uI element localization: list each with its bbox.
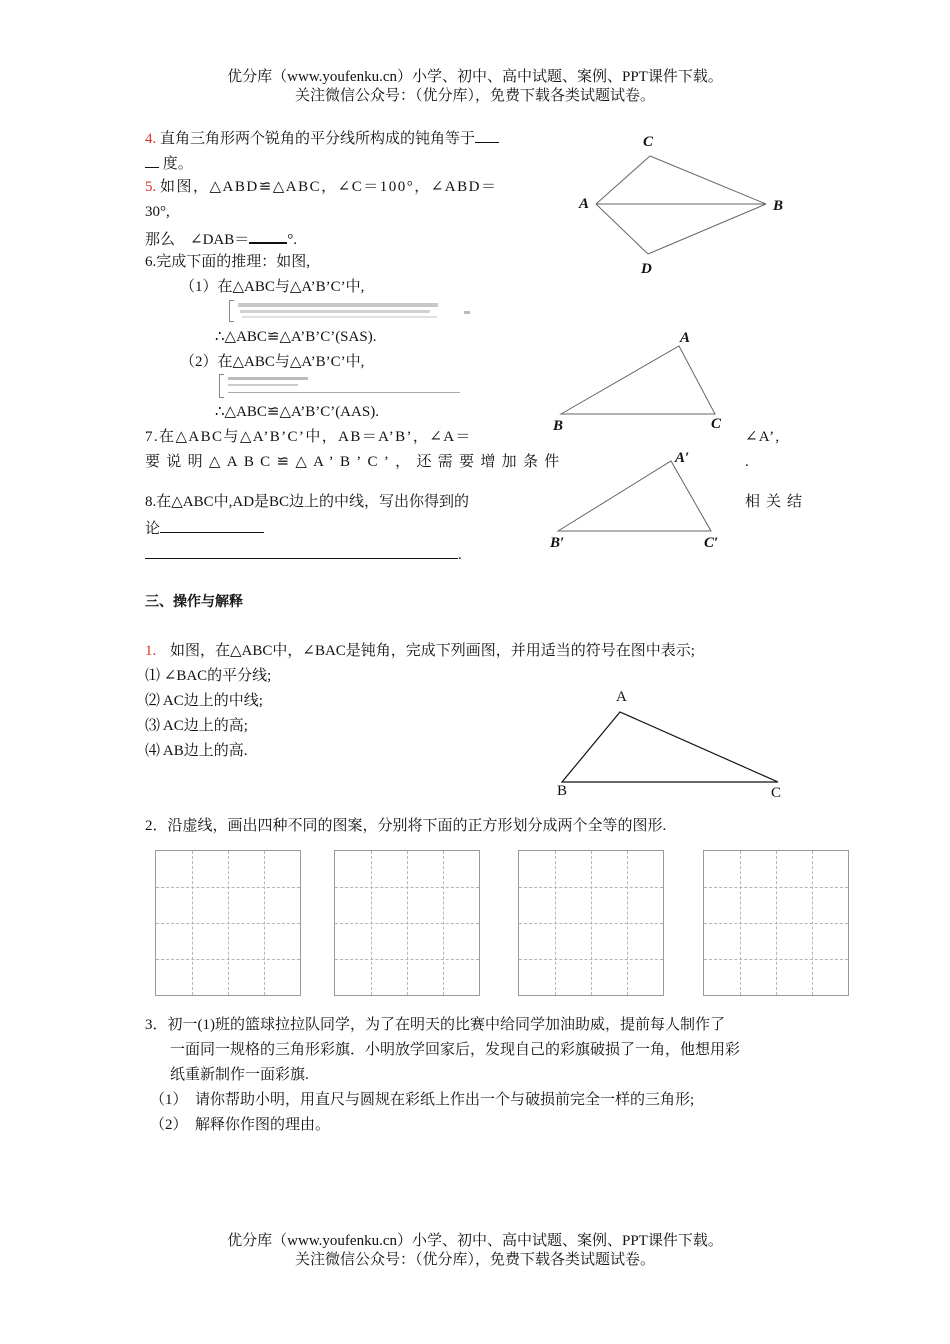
s3-q1-item-1: ⑴ ∠BAC的平分线; bbox=[145, 668, 272, 684]
q4-unit: 度。 bbox=[162, 156, 193, 172]
figure-obtuse-abc bbox=[555, 705, 785, 787]
q6-part1: （1）在△ABC与△A’B’C’中, bbox=[180, 279, 365, 295]
s3-q3-line2: 一面同一规格的三角形彩旗．小明放学回家后，发现自己的彩旗破损了一角，他想用彩 bbox=[170, 1042, 741, 1058]
fig1-label-d: D bbox=[641, 261, 652, 277]
fig3-label-a-prime: A′ bbox=[675, 450, 690, 466]
q4-line2 bbox=[145, 153, 193, 173]
fig4-label-c: C bbox=[771, 785, 782, 801]
fig4-label-b: B bbox=[557, 783, 568, 799]
garbled-line-b bbox=[240, 310, 430, 313]
q5-text3-post: °. bbox=[287, 232, 297, 248]
footer-line-1: 优分库（www.youfenku.cn）小学、初中、高中试题、案例、PPT课件下载。 bbox=[227, 1233, 723, 1249]
fig3-label-b-prime: B′ bbox=[550, 535, 565, 551]
s3-q3-sub1: （1） 请你帮助小明，用直尺与圆规在彩纸上作出一个与破损前完全一样的三角形; bbox=[150, 1092, 695, 1108]
s3-q1-item-2: ⑵ AC边上的中线; bbox=[145, 693, 263, 709]
q4-number: 4. bbox=[145, 131, 157, 147]
q8-line2-text: 论 bbox=[145, 521, 161, 537]
s3-q3-sub2: （2） 解释你作图的理由。 bbox=[150, 1117, 331, 1133]
q4-text: 直角三角形两个锐角的平分线所构成的钝角等于 bbox=[160, 131, 476, 147]
q7-line1: 7.在△ABC与△A’B’C’中，AB＝A’B’，∠A＝ bbox=[145, 429, 472, 445]
fig1-label-a: A bbox=[579, 196, 590, 212]
q5-line2: 30°, bbox=[145, 204, 170, 220]
q5-line3 bbox=[145, 228, 297, 249]
grid-square-4[interactable] bbox=[703, 850, 849, 996]
q7-line1-right: ∠A’, bbox=[745, 429, 781, 445]
triangle-obtuse bbox=[562, 712, 778, 782]
section3-title: 三、操作与解释 bbox=[145, 594, 243, 610]
q5-line bbox=[145, 178, 497, 196]
q5-number: 5. bbox=[145, 179, 157, 195]
triangle-abc bbox=[561, 346, 715, 414]
footer-line-2: 关注微信公众号：（优分库），免费下载各类试题试卷。 bbox=[294, 1252, 655, 1268]
fig2-label-b: B bbox=[553, 418, 564, 434]
fig1-label-b: B bbox=[773, 198, 784, 214]
garbled-line-e bbox=[228, 384, 298, 386]
q6-conclusion-1: ∴△ABC≌△A’B’C’(SAS). bbox=[215, 329, 377, 345]
fig3-label-c-prime: C′ bbox=[704, 535, 719, 551]
q4-blank-cont bbox=[145, 153, 159, 168]
garbled-dot bbox=[464, 311, 470, 314]
q5-text3-pre: 那么 ∠DAB＝ bbox=[145, 232, 250, 248]
figure-abc bbox=[555, 340, 725, 420]
q8-line1-right: 相关结 bbox=[745, 494, 809, 510]
garbled-line-c bbox=[242, 316, 437, 318]
q4-line bbox=[145, 128, 499, 148]
s3-q1-text: 如图，在△ABC中，∠BAC是钝角，完成下列画图，并用适当的符号在图中表示; bbox=[170, 643, 695, 659]
s3-q1-item-3: ⑶ AC边上的高; bbox=[145, 718, 248, 734]
garbled-line-d bbox=[228, 377, 308, 380]
q6-title: 6.完成下面的推理：如图, bbox=[145, 254, 311, 270]
s3-q1-item-4: ⑷ AB边上的高. bbox=[145, 743, 248, 759]
fig2-label-c: C bbox=[711, 416, 722, 432]
q5-text: 如图，△ABD≌△ABC，∠C＝100°，∠ABD＝ bbox=[160, 179, 498, 195]
figure-abcd bbox=[590, 150, 770, 270]
q5-blank bbox=[249, 228, 287, 244]
q8-line2 bbox=[145, 518, 264, 538]
triangle-a-prime-b-prime-c-prime bbox=[558, 461, 711, 531]
s3-q2: 2．沿虚线，画出四种不同的图案，分别将下面的正方形划分成两个全等的图形. bbox=[145, 818, 667, 834]
s3-q3-line3: 纸重新制作一面彩旗. bbox=[170, 1067, 309, 1083]
s3-q3-line1: 3．初一(1)班的篮球拉拉队同学，为了在明天的比赛中给同学加油助威，提前每人制作了 bbox=[145, 1017, 725, 1033]
edge-ad bbox=[596, 204, 648, 254]
s3-q1-line bbox=[145, 642, 695, 660]
figure-a-prime-b-prime-c-prime bbox=[553, 455, 723, 540]
grid-square-2[interactable] bbox=[334, 850, 480, 996]
q7-line2: 要说明△ABC≌△A’B’C’，还需要增加条件 bbox=[145, 454, 566, 470]
q8-line1: 8.在△ABC中,AD是BC边上的中线，写出你得到的 bbox=[145, 494, 470, 510]
brace-1 bbox=[229, 300, 234, 322]
header-line-2: 关注微信公众号：（优分库），免费下载各类试题试卷。 bbox=[294, 88, 655, 104]
edge-db bbox=[648, 204, 766, 254]
header-line-1: 优分库（www.youfenku.cn）小学、初中、高中试题、案例、PPT课件下载。 bbox=[227, 69, 723, 85]
q6-part2: （2）在△ABC与△A’B’C’中, bbox=[180, 354, 365, 370]
garbled-line-f bbox=[228, 392, 460, 393]
grid-square-3[interactable] bbox=[518, 850, 664, 996]
q4-blank bbox=[475, 128, 499, 143]
q8-blank-1 bbox=[160, 518, 264, 533]
edge-cb bbox=[650, 156, 766, 204]
fig4-label-a: A bbox=[616, 689, 627, 705]
q6-conclusion-2: ∴△ABC≌△A’B’C’(AAS). bbox=[215, 404, 379, 420]
q7-line2-right: . bbox=[745, 454, 749, 470]
garbled-line-a bbox=[238, 303, 438, 307]
q8-blank-2 bbox=[145, 544, 458, 559]
fig1-label-c: C bbox=[643, 134, 654, 150]
q8-end: . bbox=[458, 547, 462, 563]
s3-q1-number: 1. bbox=[145, 643, 157, 659]
brace-2 bbox=[219, 374, 224, 398]
q8-line3 bbox=[145, 544, 462, 564]
grid-square-1[interactable] bbox=[155, 850, 301, 996]
edge-ac bbox=[596, 156, 650, 204]
fig2-label-a: A bbox=[680, 330, 691, 346]
